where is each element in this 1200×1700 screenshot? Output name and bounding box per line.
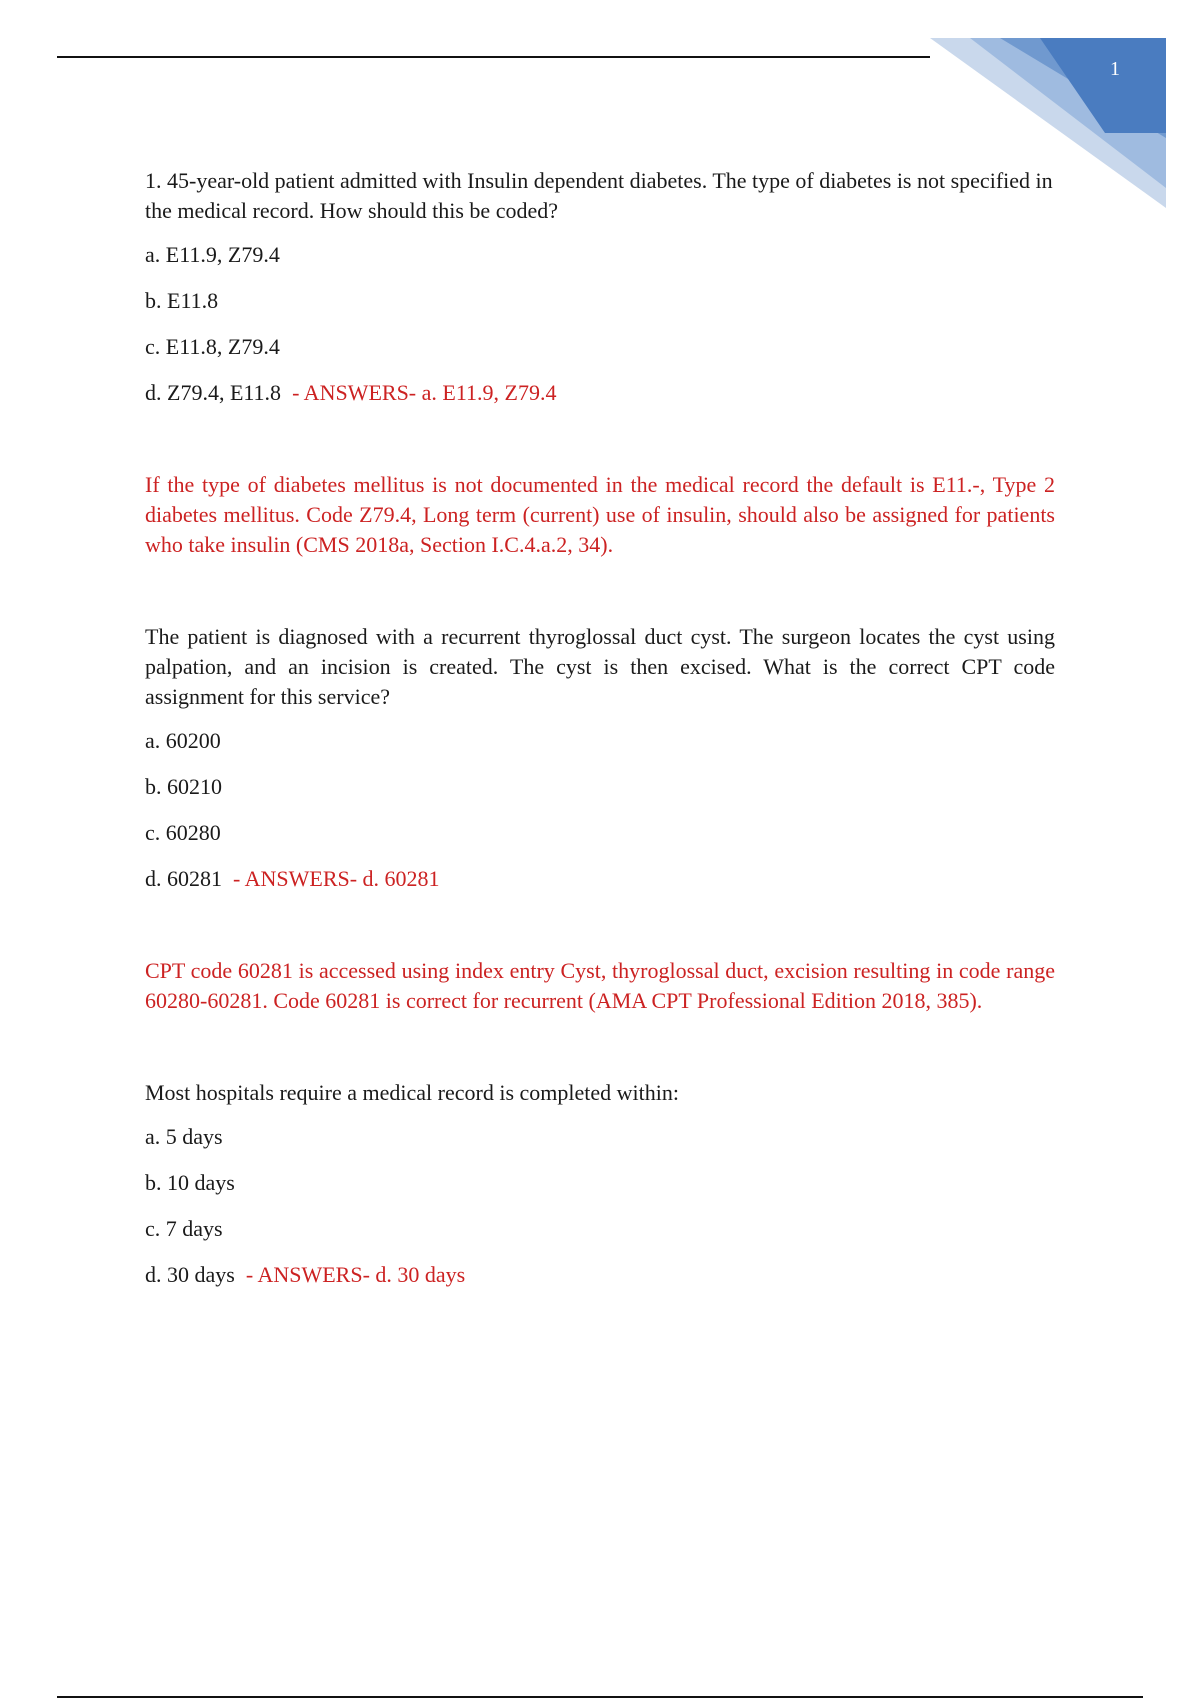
answer-explanation: If the type of diabetes mellitus is not documented in the medical record the default is E11.-, Type 2 diabetes mellitus. Code Z79.4, Long term (current) use of insulin, should also be assigned for patients who take insulin (CMS 2018a, Section I.C.4.a.2, 34).	[145, 472, 1055, 557]
option-a: a. 5 days	[145, 1124, 223, 1149]
answer-text: - ANSWERS- d. 30 days	[245, 1262, 466, 1287]
option-d	[145, 378, 1055, 408]
option-d-label: d. Z79.4, E11.8	[145, 380, 282, 405]
option-d-label: d. 60281	[145, 866, 222, 891]
answer-explanation: CPT code 60281 is accessed using index entry Cyst, thyroglossal duct, excision resulting in code range 60280-60281. Code 60281 is correct for recurrent (AMA CPT Professional Edition 2018, 385).	[145, 958, 1055, 1013]
question-block	[145, 166, 1055, 408]
option-b: b. 60210	[145, 774, 222, 799]
page-number: 1	[1110, 58, 1120, 80]
option-d	[145, 864, 1055, 894]
document-content	[145, 166, 1055, 1290]
option-c: c. 60280	[145, 820, 221, 845]
option-d-label: d. 30 days	[145, 1262, 235, 1287]
question-block	[145, 622, 1055, 894]
option-b: b. E11.8	[145, 288, 219, 313]
option-a: a. 60200	[145, 728, 221, 753]
answer-text: - ANSWERS- d. 60281	[233, 866, 440, 891]
question-text: 1. 45-year-old patient admitted with Insulin dependent diabetes. The type of diabetes is not specified in the medical record. How should this be coded?	[145, 168, 1053, 223]
option-d	[145, 1260, 1055, 1290]
question-block	[145, 1078, 1055, 1290]
footer-rule	[57, 1696, 1143, 1698]
option-a: a. E11.9, Z79.4	[145, 242, 280, 267]
option-c: c. 7 days	[145, 1216, 223, 1241]
question-text: The patient is diagnosed with a recurrent thyroglossal duct cyst. The surgeon locates the cyst using palpation, and an incision is created. The cyst is then excised. What is the correct CPT code assignment for this service?	[145, 624, 1055, 709]
answer-text: - ANSWERS- a. E11.9, Z79.4	[292, 380, 557, 405]
option-b: b. 10 days	[145, 1170, 235, 1195]
header-rule	[57, 56, 930, 58]
question-text: Most hospitals require a medical record is completed within:	[145, 1080, 679, 1105]
option-c: c. E11.8, Z79.4	[145, 334, 280, 359]
